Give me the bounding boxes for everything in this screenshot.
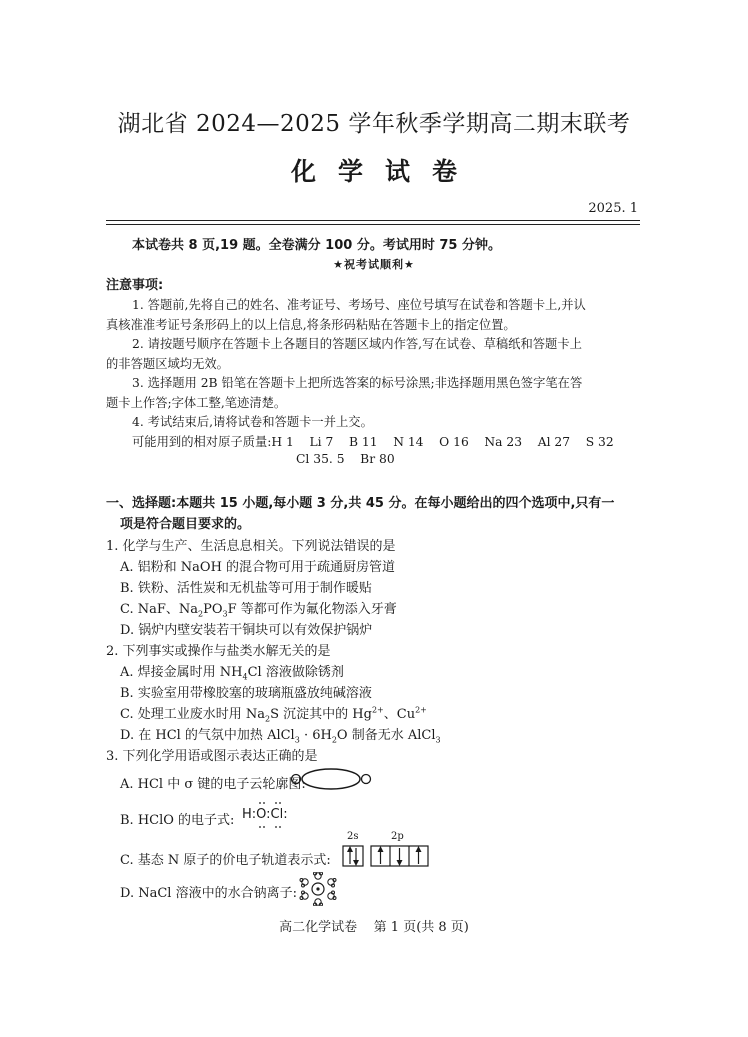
note-2-line-2: 的非答题区域均无效。 (106, 357, 229, 371)
orbital-label-2p: 2p (391, 831, 404, 842)
subject-title: 化学试卷 (290, 157, 479, 186)
q2-option-a: A. 焊接金属时用 $NH_4Cl$ 溶液做除锈剂 (120, 665, 344, 682)
section-1-heading-line-2: 项是符合题目要求的。 (120, 517, 251, 532)
hydrated-sodium-ion-diagram (298, 872, 338, 906)
exam-info: 本试卷共 8 页,19 题。全卷满分 100 分。考试用时 75 分钟。 (132, 238, 501, 253)
q3-option-b: B. HClO 的电子式: (120, 813, 235, 828)
nitrogen-orbital-diagram (342, 843, 430, 869)
q2-option-c: C. 处理工业废水时用 $Na_2S$ 沉淀其中的 $Hg^{2+}$、$Cu^{2+}$ (120, 705, 427, 724)
note-4: 4. 考试结束后,请将试卷和答题卡一并上交。 (132, 415, 373, 429)
header-rule-thick (106, 220, 640, 221)
q3-option-c: C. 基态 N 原子的价电子轨道表示式: (120, 853, 331, 868)
q1-option-b: B. 铁粉、活性炭和无机盐等可用于制作暖贴 (120, 581, 372, 596)
blessing: ★祝考试顺利★ (333, 258, 415, 271)
header-rule-thin (106, 224, 640, 225)
sigma-bond-orbital-diagram (290, 767, 375, 791)
note-1-line-2: 真核准准考证号条形码上的以上信息,将条形码粘贴在答题卡上的指定位置。 (106, 318, 516, 332)
q3-option-a: A. HCl 中 σ 键的电子云轮廓图: (120, 777, 306, 792)
page-footer: 高二化学试卷 第 1 页(共 8 页) (279, 920, 469, 935)
q3-option-d: D. NaCl 溶液中的水合钠离子: (120, 886, 297, 901)
atomic-mass-line-1: 可能用到的相对原子质量:H 1 Li 7 B 11 N 14 O 16 Na 23 Al 27 S 32 (132, 435, 614, 449)
q1-option-c: C. NaF、$Na_2PO_3F$ 等都可作为氟化物添入牙膏 (120, 602, 397, 619)
hclo-electron-formula: H:O:Cl: (242, 807, 288, 822)
q3-stem: 3. 下列化学用语或图示表达正确的是 (106, 749, 318, 764)
q2-stem: 2. 下列事实或操作与盐类水解无关的是 (106, 644, 331, 659)
section-1-heading-line-1: 一、选择题:本题共 15 小题,每小题 3 分,共 45 分。在每小题给出的四个选项中,只有一 (106, 496, 615, 511)
q1-option-d: D. 锅炉内壁安装若干铜块可以有效保护锅炉 (120, 623, 373, 638)
q1-stem: 1. 化学与生产、生活息息相关。下列说法错误的是 (106, 539, 396, 554)
q2-option-d: D. 在 HCl 的气氛中加热 AlCl$_3$ · $6H_2O$ 制备无水 AlCl$_3$ (120, 728, 441, 745)
q2-option-b: B. 实验室用带橡胶塞的玻璃瓶盛放纯碱溶液 (120, 686, 372, 701)
note-1-line-1: 1. 答题前,先将自己的姓名、准考证号、考场号、座位号填写在试卷和答题卡上,并认 (132, 298, 586, 312)
atomic-mass-line-2: Cl 35. 5 Br 80 (296, 452, 395, 466)
orbital-label-2s: 2s (347, 831, 359, 842)
q1-option-a: A. 铝粉和 NaOH 的混合物可用于疏通厨房管道 (120, 560, 396, 575)
note-3-line-1: 3. 选择题用 2B 铅笔在答题卡上把所选答案的标号涂黑;非选择题用黑色签字笔在答 (132, 376, 583, 390)
exam-title: 湖北省 2024—2025 学年秋季学期高二期末联考 (117, 111, 631, 137)
exam-date: 2025. 1 (588, 201, 638, 216)
lone-pair-dots (250, 800, 300, 830)
note-2-line-1: 2. 请按题号顺序在答题卡上各题目的答题区域内作答,写在试卷、草稿纸和答题卡上 (132, 337, 582, 351)
notes-heading: 注意事项: (106, 278, 164, 293)
note-3-line-2: 题卡上作答;字体工整,笔迹清楚。 (106, 396, 287, 410)
